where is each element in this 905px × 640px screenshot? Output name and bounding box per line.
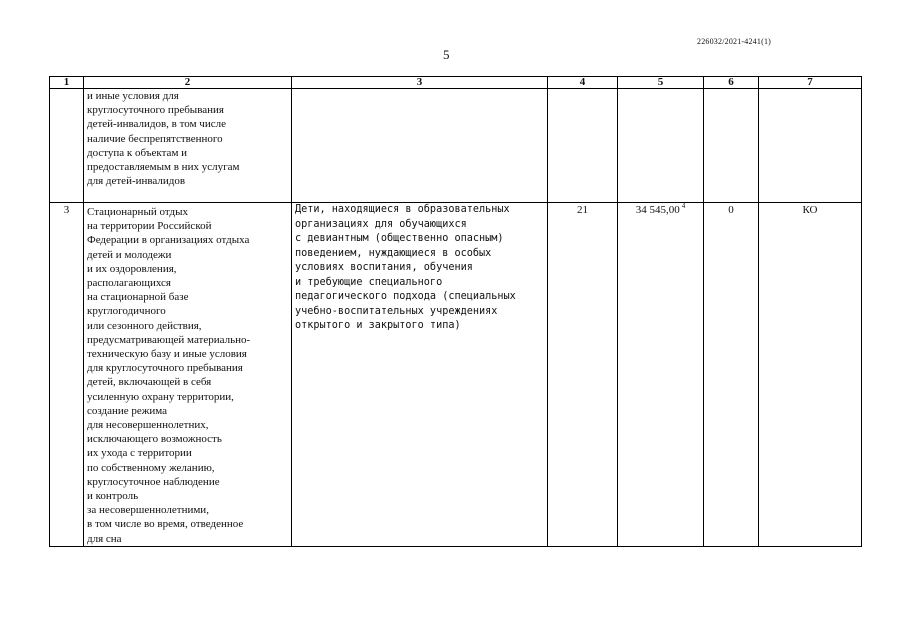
text-line: на территории Российской (87, 220, 212, 233)
text-line: поведением, нуждающиеся в особых (295, 247, 492, 259)
column-number: 7 (759, 77, 862, 89)
text-line: для круглосуточного пребывания (87, 362, 243, 375)
page-number: 5 (443, 47, 450, 62)
value-col7: КО (802, 204, 818, 216)
text-line: и требующие специального (295, 276, 443, 288)
value-col5: 34 545,00 (635, 204, 680, 216)
text-line: круглосуточное наблюдение (87, 475, 220, 488)
text-line: за несовершеннолетними, (87, 504, 209, 517)
text-line: детей-инвалидов, в том числе (87, 118, 226, 131)
cell-col4-value (548, 203, 618, 547)
cell-col6-value (704, 203, 759, 547)
row-number: 3 (63, 204, 70, 216)
cell-col4-empty (548, 89, 618, 203)
text-line: наличие беспрепятственного (87, 132, 223, 145)
cell-col7-value (759, 203, 862, 547)
text-line: и их оздоровления, (87, 262, 177, 275)
data-table (49, 76, 862, 547)
text-line: Стационарный отдых (87, 206, 188, 218)
text-line: условиях воспитания, обучения (295, 262, 473, 273)
text-line: Федерации в организациях отдыха (87, 234, 250, 247)
cell-number-empty (50, 89, 84, 203)
column-number-row (50, 77, 862, 89)
column-number: 3 (292, 77, 548, 89)
text-line: предоставляемым в них услугам (87, 161, 240, 174)
cell-service-description (84, 89, 292, 203)
table-row-3 (50, 203, 862, 547)
text-line: по собственному желанию, (87, 461, 215, 474)
value-col6: 0 (728, 204, 734, 216)
text-line: круглогодичного (87, 305, 166, 318)
cell-col6-empty (704, 89, 759, 203)
text-line: предусматривающей материально- (87, 333, 251, 346)
text-line: создание режима (87, 404, 168, 417)
column-number: 2 (84, 77, 292, 89)
text-line: доступа к объектам и (87, 146, 188, 159)
column-number: 1 (50, 77, 84, 89)
text-line: педагогического подхода (специальных (295, 291, 516, 302)
cell-service-description (84, 203, 292, 547)
text-line: детей, включающей в себя (87, 376, 212, 389)
text-line: для детей-инвалидов (87, 175, 186, 188)
text-line: на стационарной базе (87, 291, 189, 304)
text-line: детей и молодежи (87, 248, 172, 261)
text-line: и иные условия для (87, 90, 179, 102)
cell-col5-empty (618, 89, 704, 203)
cell-recipient-category (292, 203, 548, 547)
text-line: открытого и закрытого типа) (295, 320, 461, 331)
column-number: 4 (548, 77, 618, 89)
text-line: исключающего возможность (87, 433, 222, 446)
text-line: учебно-воспитательных учреждениях (295, 305, 498, 317)
cell-col7-empty (759, 89, 862, 203)
cell-category-empty (292, 89, 548, 203)
cell-col5-value (618, 203, 704, 547)
text-line: в том числе во время, отведенное (87, 518, 244, 531)
column-number: 6 (704, 77, 759, 89)
value-col4: 21 (577, 204, 588, 216)
text-line: или сезонного действия, (87, 319, 202, 332)
text-line: их ухода с территории (87, 447, 192, 460)
text-line: с девиантным (общественно опасным) (295, 233, 504, 244)
text-line: усиленную охрану территории, (87, 390, 234, 403)
text-line: Дети, находящиеся в образовательных (295, 204, 510, 215)
text-line: техническую базу и иные условия (87, 348, 247, 361)
text-line: для несовершеннолетних, (87, 419, 209, 432)
footnote-marker: 4 (681, 202, 686, 211)
cell-row-number (50, 203, 84, 547)
text-line: располагающихся (87, 277, 171, 290)
table-row-continuation (50, 89, 862, 203)
column-number: 5 (618, 77, 704, 89)
text-line: для сна (87, 532, 122, 545)
text-line: и контроль (87, 490, 139, 503)
text-line: организациях для обучающихся (295, 218, 467, 230)
document-id: 226032/2021-4241(1) (697, 37, 772, 46)
text-line: круглосуточного пребывания (87, 104, 224, 117)
